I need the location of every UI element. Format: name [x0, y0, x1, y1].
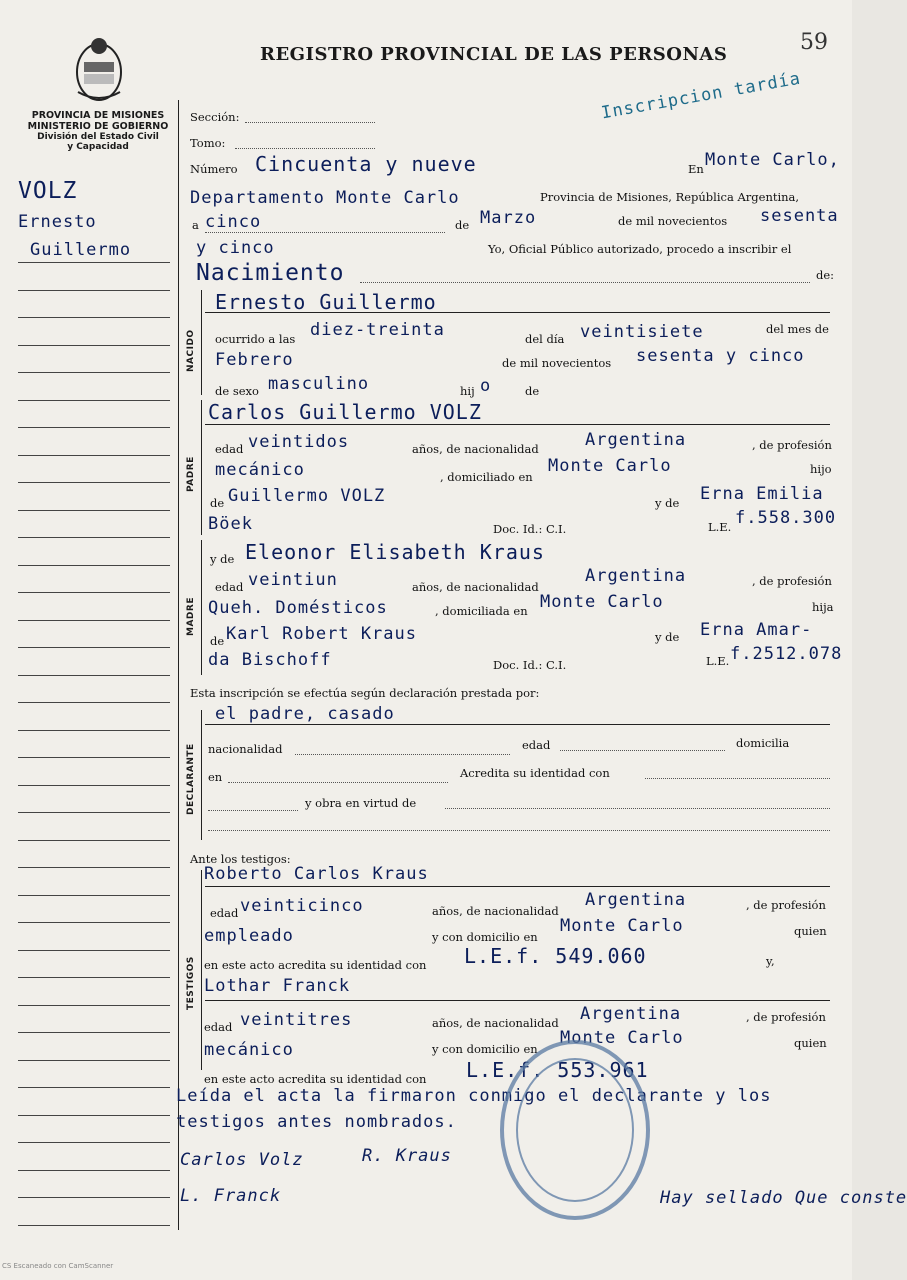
org-block — [22, 110, 174, 152]
value-mother-mother-1: Erna Amar- — [700, 620, 813, 640]
margin-surname: VOLZ — [18, 178, 78, 204]
label-doc: Doc. Id.: C.I. — [493, 522, 567, 536]
value-birth-month: Febrero — [215, 350, 294, 370]
value-mother-nationality: Argentina — [585, 566, 687, 586]
value-witness1-nationality: Argentina — [585, 890, 687, 910]
margin-rule — [18, 317, 170, 318]
value-witness2-age: veintitres — [240, 1010, 353, 1030]
margin-rule — [18, 702, 170, 703]
label-domicilio2: y con domicilio en — [432, 1042, 538, 1056]
value-closing-1: Leída el acta la firmaron conmigo el declarante y los — [176, 1086, 772, 1106]
label-quien2: quien — [794, 1036, 827, 1050]
org-ministry: MINISTERIO DE GOBIERNO — [27, 121, 169, 132]
label-hijo2: hijo — [810, 462, 832, 476]
label-de5: de — [210, 634, 225, 648]
section-bracket — [201, 870, 202, 1070]
label-numero: Número — [190, 162, 238, 176]
label-del-mes: del mes de — [766, 322, 829, 336]
value-mother-address: Monte Carlo — [540, 592, 664, 612]
label-sexo: de sexo — [215, 384, 259, 398]
label-en2: en — [208, 770, 223, 784]
label-seccion: Sección: — [190, 110, 240, 124]
label-doc2: Doc. Id.: C.I. — [493, 658, 567, 672]
value-declarant: el padre, casado — [215, 704, 395, 724]
margin-rule — [18, 262, 170, 263]
value-witness1-doc: L.E.f. 549.060 — [464, 944, 647, 968]
value-child-name: Ernesto Guillermo — [215, 290, 437, 314]
value-witness2-profession: mecánico — [204, 1040, 294, 1060]
value-sex: masculino — [268, 374, 370, 394]
margin-rule — [18, 785, 170, 786]
label-hijo: hij — [460, 384, 475, 398]
label-y: y, — [766, 954, 775, 968]
annotation-signature: Inscripcion tardía — [599, 68, 803, 124]
margin-rule — [18, 510, 170, 511]
label-edad3: edad — [522, 738, 551, 752]
section-label-testigos: TESTIGOS — [186, 956, 196, 1010]
label-profesion: , de profesión — [752, 438, 832, 452]
value-place: Monte Carlo, — [705, 150, 840, 170]
org-division: División del Estado Civil — [37, 132, 159, 142]
value-witness1-name: Roberto Carlos Kraus — [204, 864, 429, 884]
margin-rule — [18, 620, 170, 621]
section-bracket — [201, 400, 202, 535]
margin-rule — [18, 895, 170, 896]
page-number: 59 — [800, 30, 828, 55]
margin-rule — [18, 950, 170, 951]
label-yde2: y de — [210, 552, 235, 566]
label-acredita3: en este acto acredita su identidad con — [204, 1072, 427, 1086]
value-witness1-address: Monte Carlo — [560, 916, 684, 936]
value-mother-profession: Queh. Domésticos — [208, 598, 388, 618]
value-witness2-name: Lothar Franck — [204, 976, 351, 996]
value-birth-year: sesenta y cinco — [636, 346, 805, 366]
label-nacionalidad5: años, de nacionalidad — [432, 1016, 559, 1030]
section-label-padre: PADRE — [186, 456, 196, 492]
value-birth-day: veintisiete — [580, 322, 704, 342]
margin-rule — [18, 1060, 170, 1061]
margin-rule — [18, 482, 170, 483]
value-numero: Cincuenta y nueve — [255, 152, 477, 176]
label-acredita2: en este acto acredita su identidad con — [204, 958, 427, 972]
org-capacity: y Capacidad — [67, 142, 129, 152]
label-acredita: Acredita su identidad con — [460, 766, 610, 780]
label-edad2: edad — [215, 580, 244, 594]
signature-witness: R. Kraus — [362, 1146, 452, 1166]
section-bracket — [201, 540, 202, 675]
value-father-nationality: Argentina — [585, 430, 687, 450]
label-mil: de mil novecientos — [618, 214, 728, 228]
value-father-address: Monte Carlo — [548, 456, 672, 476]
margin-rule — [18, 812, 170, 813]
label-a: a — [192, 218, 199, 232]
section-bracket — [201, 710, 202, 840]
margin-rule — [18, 922, 170, 923]
margin-rule — [18, 345, 170, 346]
margin-rule — [18, 1032, 170, 1033]
margin-rule — [18, 400, 170, 401]
org-province: PROVINCIA DE MISIONES — [31, 110, 165, 121]
column-divider — [178, 100, 179, 1230]
label-nacionalidad3: nacionalidad — [208, 742, 283, 756]
value-hijo-suffix: o — [480, 376, 492, 396]
label-hija: hija — [812, 600, 834, 614]
label-del-dia: del día — [525, 332, 565, 346]
value-father-profession: mecánico — [215, 460, 305, 480]
section-label-declarante: DECLARANTE — [186, 743, 196, 815]
signature-official: Hay sellado Que conste — [660, 1188, 907, 1208]
label-testigos: Ante los testigos: — [190, 852, 291, 866]
margin-rule — [18, 757, 170, 758]
label-de4: de — [210, 496, 225, 510]
value-month: Marzo — [480, 208, 537, 228]
value-father-doc: f.558.300 — [735, 508, 837, 528]
label-ocurrido: ocurrido a las — [215, 332, 296, 346]
label-profesion4: , de profesión — [746, 1010, 826, 1024]
label-profesion2: , de profesión — [752, 574, 832, 588]
margin-rule — [18, 867, 170, 868]
margin-first-name: Ernesto — [18, 212, 97, 232]
margin-rule — [18, 372, 170, 373]
margin-rule — [18, 730, 170, 731]
value-act-type: Nacimiento — [196, 260, 345, 286]
margin-rule — [18, 1087, 170, 1088]
value-mother-mother-2: da Bischoff — [208, 650, 332, 670]
value-witness2-doc: L.E.f. 553.961 — [466, 1058, 649, 1082]
label-en: En — [688, 162, 704, 176]
label-profesion3: , de profesión — [746, 898, 826, 912]
label-quien: quien — [794, 924, 827, 938]
label-de2: de: — [816, 268, 835, 282]
label-domiciliada: , domiciliada en — [435, 604, 528, 618]
label-nacionalidad2: años, de nacionalidad — [412, 580, 539, 594]
label-domicilia: domicilia — [736, 736, 790, 750]
official-stamp — [500, 1040, 650, 1220]
margin-rule — [18, 290, 170, 291]
margin-rule — [18, 1170, 170, 1171]
label-de: de — [455, 218, 470, 232]
margin-rule — [18, 647, 170, 648]
label-le2: L.E. — [706, 654, 730, 668]
label-obra: y obra en virtud de — [305, 796, 417, 810]
value-year-part: sesenta — [760, 206, 839, 226]
scan-footer: CS Escaneado con CamScanner — [2, 1262, 114, 1270]
value-father-father: Guillermo VOLZ — [228, 486, 386, 506]
label-inscripcion: Esta inscripción se efectúa según declaración prestada por: — [190, 686, 540, 700]
margin-rule — [18, 427, 170, 428]
value-father-name: Carlos Guillermo VOLZ — [208, 400, 482, 424]
value-departamento: Departamento Monte Carlo — [190, 188, 460, 208]
signature-father: Carlos Volz — [180, 1150, 304, 1170]
value-father-age: veintidos — [248, 432, 350, 452]
label-domicilio: y con domicilio en — [432, 930, 538, 944]
value-witness1-age: veinticinco — [240, 896, 364, 916]
margin-rule — [18, 565, 170, 566]
label-yde: y de — [655, 496, 680, 510]
margin-rule — [18, 675, 170, 676]
margin-rule — [18, 1142, 170, 1143]
section-label-madre: MADRE — [186, 597, 196, 636]
label-oficial: Yo, Oficial Público autorizado, procedo a inscribir el — [488, 242, 792, 256]
label-yde3: y de — [655, 630, 680, 644]
signature-witness2: L. Franck — [180, 1186, 282, 1206]
value-father-mother-2: Böek — [208, 514, 253, 534]
value-father-mother-1: Erna Emilia — [700, 484, 824, 504]
margin-second-name: Guillermo — [30, 240, 132, 260]
section-bracket — [201, 290, 202, 395]
margin-rule — [18, 1197, 170, 1198]
label-tomo: Tomo: — [190, 136, 226, 150]
value-witness1-profession: empleado — [204, 926, 294, 946]
label-domiciliado: , domiciliado en — [440, 470, 533, 484]
margin-rule — [18, 537, 170, 538]
label-edad: edad — [215, 442, 244, 456]
label-province: Provincia de Misiones, República Argentina, — [540, 190, 800, 204]
label-edad5: edad — [204, 1020, 233, 1034]
value-witness2-nationality: Argentina — [580, 1004, 682, 1024]
value-mother-doc: f.2512.078 — [730, 644, 843, 664]
coat-of-arms-icon — [72, 32, 126, 104]
page-title: REGISTRO PROVINCIAL DE LAS PERSONAS — [260, 44, 728, 65]
value-mother-name: Eleonor Elisabeth Kraus — [245, 540, 545, 564]
value-witness2-address: Monte Carlo — [560, 1028, 684, 1048]
label-edad4: edad — [210, 906, 239, 920]
label-de3: de — [525, 384, 540, 398]
margin-rule — [18, 592, 170, 593]
value-mother-father: Karl Robert Kraus — [226, 624, 417, 644]
label-nacionalidad: años, de nacionalidad — [412, 442, 539, 456]
section-label-nacido: NACIDO — [186, 329, 196, 372]
margin-rule — [18, 1005, 170, 1006]
margin-rule — [18, 1225, 170, 1226]
margin-rule — [18, 977, 170, 978]
value-year-rest: y cinco — [196, 238, 275, 258]
margin-rule — [18, 840, 170, 841]
value-time: diez-treinta — [310, 320, 445, 340]
margin-rule — [18, 455, 170, 456]
label-mil2: de mil novecientos — [502, 356, 612, 370]
value-day: cinco — [205, 212, 262, 232]
margin-rule — [18, 1115, 170, 1116]
label-le: L.E. — [708, 520, 732, 534]
value-closing-2: testigos antes nombrados. — [176, 1112, 457, 1132]
label-nacionalidad4: años, de nacionalidad — [432, 904, 559, 918]
value-mother-age: veintiun — [248, 570, 338, 590]
